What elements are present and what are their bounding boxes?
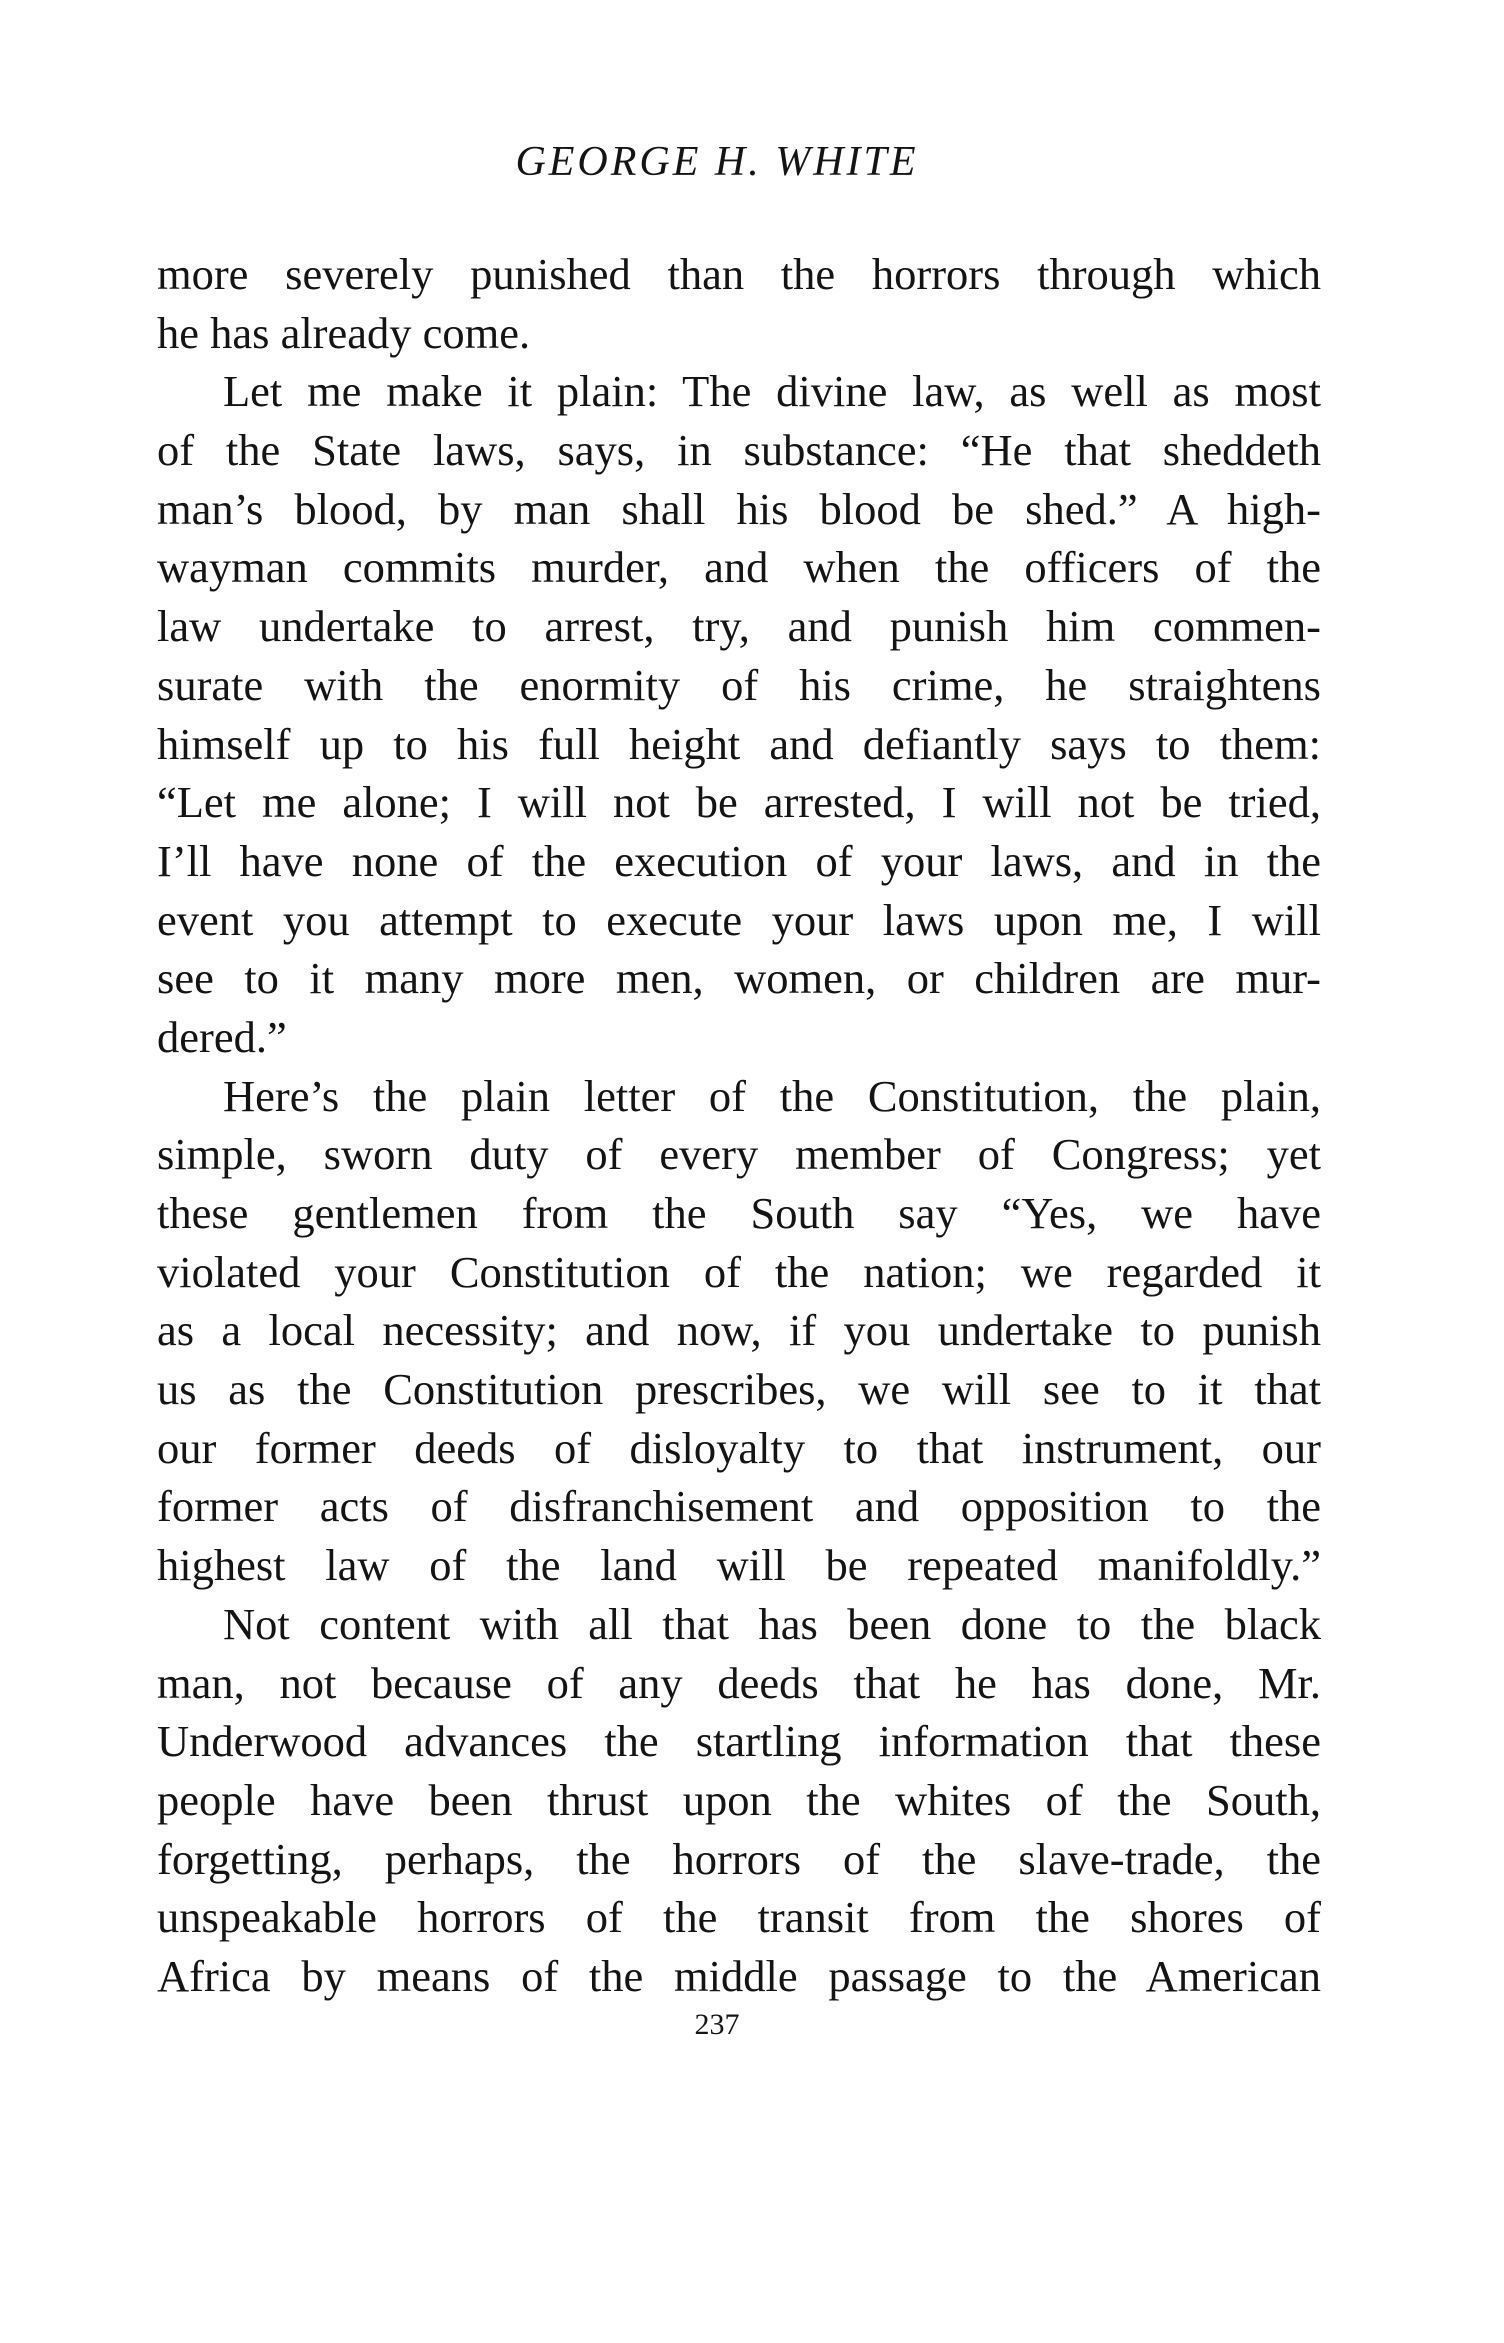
text-line: highest law of the land will be repeated manifoldly.” — [157, 1540, 1321, 1591]
text-line: Not content with all that has been done to the black — [223, 1598, 1321, 1649]
text-line: Here’s the plain letter of the Constitution, the plain, — [223, 1070, 1321, 1121]
text-line: Let me make it plain: The divine law, as well as most — [223, 366, 1321, 417]
text-line: former acts of disfranchisement and opposition to the — [157, 1481, 1321, 1532]
text-line: “Let me alone; I will not be arrested, I will not be tried, — [157, 777, 1321, 828]
text-line: see to it many more men, women, or children are mur- — [157, 953, 1321, 1004]
text-line: I’ll have none of the execution of your laws, and in the — [157, 835, 1321, 886]
body-text — [157, 245, 1321, 2006]
text-line: Underwood advances the startling information that these — [157, 1716, 1321, 1767]
text-line: violated your Constitution of the nation; we regarded it — [157, 1246, 1321, 1297]
text-line: surate with the enormity of his crime, he straightens — [157, 659, 1321, 710]
text-line: us as the Constitution prescribes, we will see to it that — [157, 1364, 1321, 1415]
text-line: man, not because of any deeds that he has done, Mr. — [157, 1657, 1321, 1708]
text-line: Africa by means of the middle passage to the American — [157, 1950, 1321, 2001]
text-line: unspeakable horrors of the transit from the shores of — [157, 1892, 1321, 1943]
text-line: more severely punished than the horrors through which — [157, 249, 1321, 299]
text-line: event you attempt to execute your laws upon me, I will — [157, 894, 1321, 945]
text-line: man’s blood, by man shall his blood be shed.” A high- — [157, 483, 1321, 534]
text-line: forgetting, perhaps, the horrors of the slave-trade, the — [157, 1833, 1321, 1884]
text-line: wayman commits murder, and when the officers of the — [157, 542, 1321, 593]
text-line: our former deeds of disloyalty to that instrument, our — [157, 1422, 1321, 1473]
text-line: as a local necessity; and now, if you undertake to punish — [157, 1305, 1321, 1356]
page-number: 237 — [694, 2008, 740, 2041]
text-line: he has already come. — [157, 307, 531, 358]
text-line: people have been thrust upon the whites of the South, — [157, 1774, 1321, 1825]
text-line: law undertake to arrest, try, and punish him commen- — [157, 601, 1321, 652]
running-head-title: GEORGE H. WHITE — [515, 139, 919, 185]
text-line: these gentlemen from the South say “Yes, we have — [157, 1188, 1321, 1238]
text-line: himself up to his full height and defiantly says to them: — [157, 718, 1321, 769]
text-line: dered.” — [157, 1011, 287, 1062]
text-line: of the State laws, says, in substance: “He that sheddeth — [157, 425, 1321, 476]
text-line: simple, sworn duty of every member of Congress; yet — [157, 1129, 1321, 1180]
